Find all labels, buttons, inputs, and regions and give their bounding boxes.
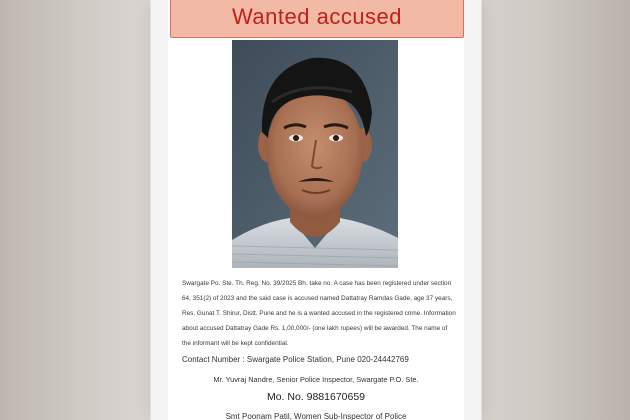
contact-number: Contact Number : Swargate Police Station, Pune 020-24442769 [182,355,409,364]
sub-inspector-name: Smt Poonam Patil, Women Sub-Inspector of Police [225,412,407,420]
description-text: Swargate Po. Ste. Th. Reg. No. 39/2025 Bh. take no. A case has been registered under section 64, 351(2) of 2023 and the said case is accused named Dattatray Ramdas Gade, age 37 years, Res. Gunat T. Shirur, Distt. Pune and he is a wanted accused in the registered crime. Information about accused Dattatray Gade Rs. 1,00,000/- (one lakh rupees) will be awarded. The name of the informant will be kept confidential. [182,280,456,347]
inspector-name: Mr. Yuvraj Nandre, Senior Police Inspector, Swargate P.O. Ste. [213,375,419,384]
wanted-banner [170,0,464,38]
wanted-poster [168,0,464,420]
banner-title: Wanted accused [231,4,403,29]
case-description [170,270,462,351]
phone-frame [150,0,482,420]
mobile-number: Mo. No. 9881670659 [266,391,366,403]
accused-photo [232,40,398,268]
